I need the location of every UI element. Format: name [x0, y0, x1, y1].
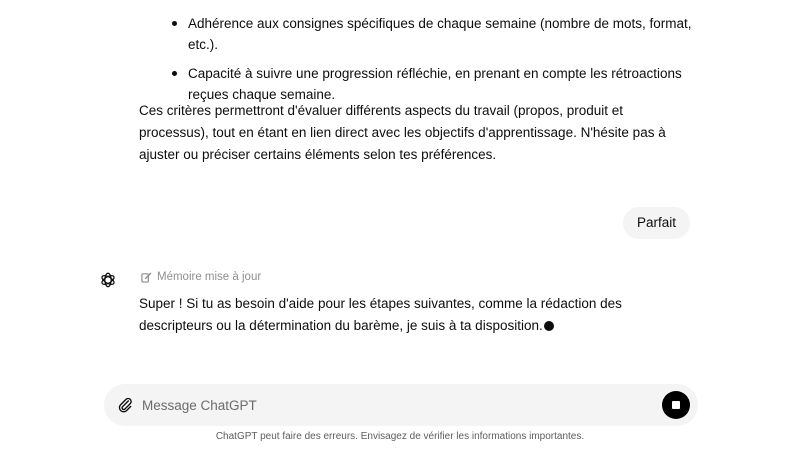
user-message-text: Parfait	[636, 215, 676, 230]
message-input[interactable]	[142, 395, 642, 415]
assistant-bullet-list	[172, 13, 712, 113]
footer-disclaimer: ChatGPT peut faire des erreurs. Envisagez de vérifier les informations importantes.	[215, 431, 585, 442]
message-composer	[104, 384, 698, 426]
assistant-reply	[139, 293, 699, 337]
streaming-cursor	[544, 321, 554, 331]
paperclip-icon	[116, 396, 134, 414]
attach-button[interactable]	[114, 394, 136, 416]
memory-updated-indicator[interactable]	[141, 271, 261, 283]
list-item: Capacité à suivre une progression réfléchie, en prenant en compte les rétroactions reçues chaque semaine.	[172, 63, 712, 105]
assistant-paragraph: Ces critères permettront d'évaluer différents aspects du travail (propos, produit et processus), tout en étant en lien direct avec les objectifs d'apprentissage. N'hésite pas à ajuster ou préciser certains éléments selon tes préférences.	[139, 103, 666, 162]
openai-logo-icon	[99, 271, 117, 289]
memory-label: Mémoire mise à jour	[157, 271, 262, 283]
user-message-bubble	[623, 207, 690, 239]
stop-icon	[672, 401, 680, 409]
list-item: Adhérence aux consignes spécifiques de chaque semaine (nombre de mots, format, etc.).	[172, 13, 712, 55]
memory-update-icon	[141, 272, 152, 283]
assistant-reply-text: Super ! Si tu as besoin d'aide pour les étapes suivantes, comme la rédaction des descripteurs ou la détermination du barème, je suis à ta disposition.	[139, 296, 622, 333]
stop-generating-button[interactable]	[662, 391, 690, 419]
